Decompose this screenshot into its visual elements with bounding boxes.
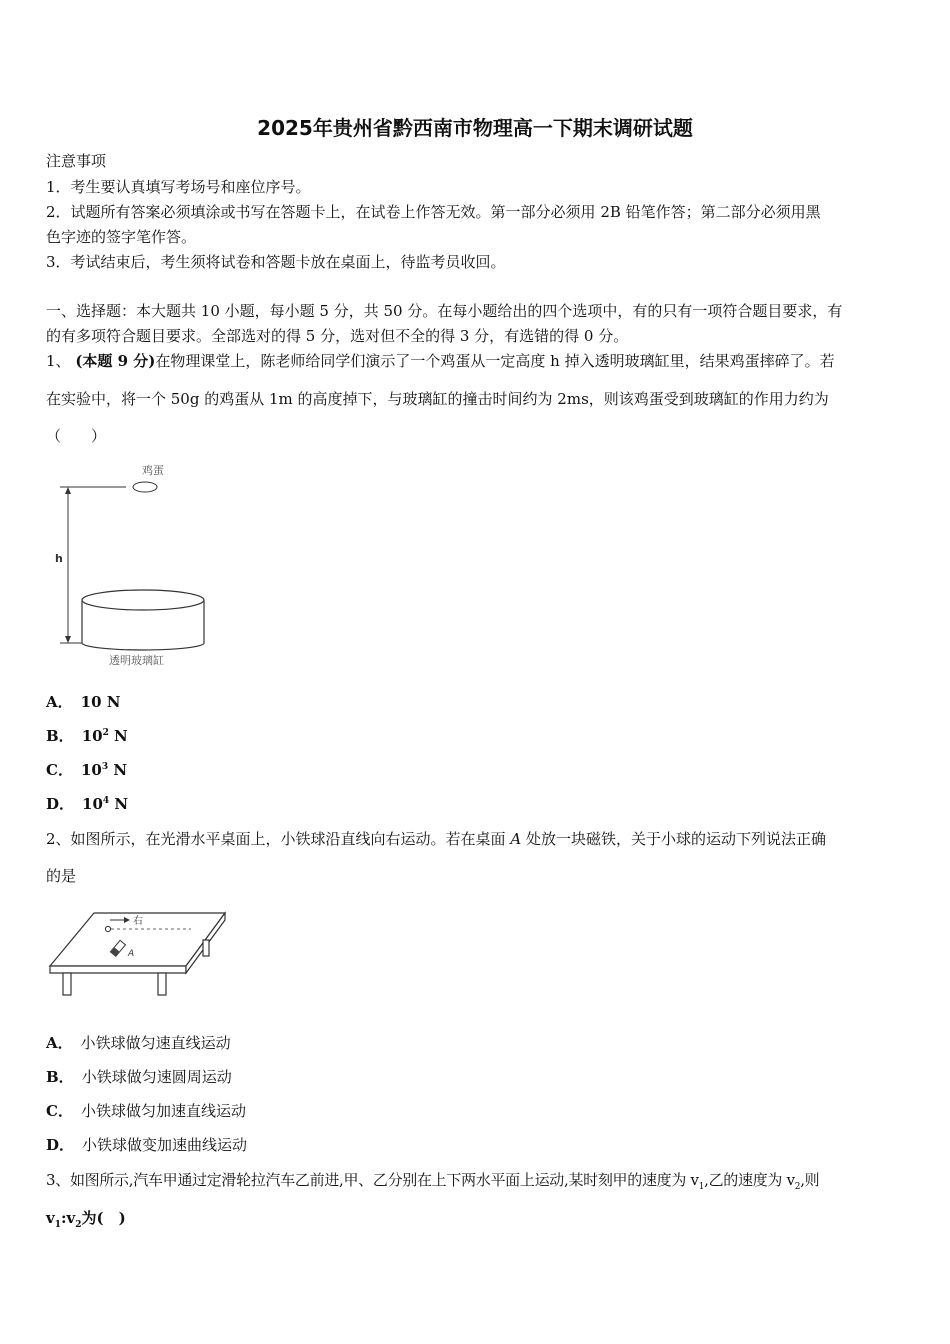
notice-item-1: 1．考生要认真填写考场号和座位序号。 [46, 178, 311, 196]
egg-shape [133, 482, 157, 492]
tank-rim [82, 590, 204, 610]
table-front-edge [50, 966, 186, 973]
q3-line-2: $v_1:v_2$为( ) [46, 1209, 126, 1230]
notice-item-3: 3．考试结束后，考生须将试卷和答题卡放在桌面上，待监考员收回。 [46, 253, 506, 271]
iron-ball [105, 926, 110, 931]
q2-line-2: 的是 [46, 867, 77, 885]
table-leg-front-left [63, 973, 71, 995]
q1-option-d[interactable]: D． $10^4$ N [46, 795, 129, 813]
q1-line-1 [46, 351, 906, 371]
page-title: 2025年贵州省黔西南市物理高一下期末调研试题 [257, 116, 693, 140]
height-arrow-top-head [65, 487, 71, 494]
q1-option-b[interactable]: B． $10^2$ N [46, 727, 128, 745]
table-leg-back-right [203, 940, 209, 956]
notice-item-2: 2．试题所有答案必须填涂或书写在答题卡上，在试卷上作答无效。第一部分必须用 2B 铅笔作答；第二部分必须用黑 [46, 203, 821, 221]
tank-label: 透明玻璃缸 [109, 654, 164, 667]
point-a-label: A [128, 949, 135, 959]
q2-option-b[interactable]: B． 小铁球做匀速圆周运动 [46, 1068, 232, 1086]
q2-line-1: 2、如图所示，在光滑水平桌面上，小铁球沿直线向右运动。若在桌面 A 处放一块磁铁，关于小球的运动下列说法正确 [46, 830, 826, 848]
table-leg-front-right [158, 973, 166, 995]
notice-heading: 注意事项 [46, 152, 107, 170]
q2-option-a[interactable]: A． 小铁球做匀速直线运动 [46, 1034, 231, 1052]
q1-points: (本题 9 分) [75, 352, 156, 370]
q2-option-d[interactable]: D． 小铁球做变加速曲线运动 [46, 1136, 248, 1154]
h-label: h [55, 552, 63, 565]
q2-option-c[interactable]: C． 小铁球做匀加速直线运动 [46, 1102, 246, 1120]
egg-label: 鸡蛋 [142, 464, 164, 477]
direction-label: 右 [133, 916, 143, 927]
q2-figure [46, 906, 231, 1001]
section-instructions-line-2: 的有多项符合题目要求。全部选对的得 5 分，选对但不全的得 3 分，有选错的得 0 分。 [46, 327, 629, 345]
q1-stem-1: 在物理课堂上，陈老师给同学们演示了一个鸡蛋从一定高度 h 掉入透明玻璃缸里，结果鸡蛋摔碎了。若 [155, 352, 835, 370]
tank-bottom [82, 643, 204, 650]
q3-line-1: 3、如图所示,汽车甲通过定滑轮拉汽车乙前进,甲、乙分别在上下两水平面上运动,某时刻甲的速度为 $v_1$,乙的速度为 $v_2$,则 [46, 1171, 820, 1192]
notice-item-2-cont: 色字迹的签字笔作答。 [46, 228, 197, 246]
q1-line-2: 在实验中，将一个 50g 的鸡蛋从 1m 的高度掉下，与玻璃缸的撞击时间约为 2ms，则该鸡蛋受到玻璃缸的作用力约为 [46, 390, 829, 408]
q1-line-3: （ ） [46, 427, 107, 445]
q1-figure [46, 458, 216, 673]
q1-option-c[interactable]: C． $10^3$ N [46, 761, 128, 779]
height-arrow-bottom-head [65, 636, 71, 643]
q1-number: 1、 [46, 352, 71, 370]
q2-point-a: A [510, 830, 522, 848]
section-instructions-line-1: 一、选择题：本大题共 10 小题，每小题 5 分，共 50 分。在每小题给出的四个选项中，有的只有一项符合题目要求，有 [46, 302, 843, 320]
q1-option-a[interactable]: A． 10 N [46, 693, 121, 711]
